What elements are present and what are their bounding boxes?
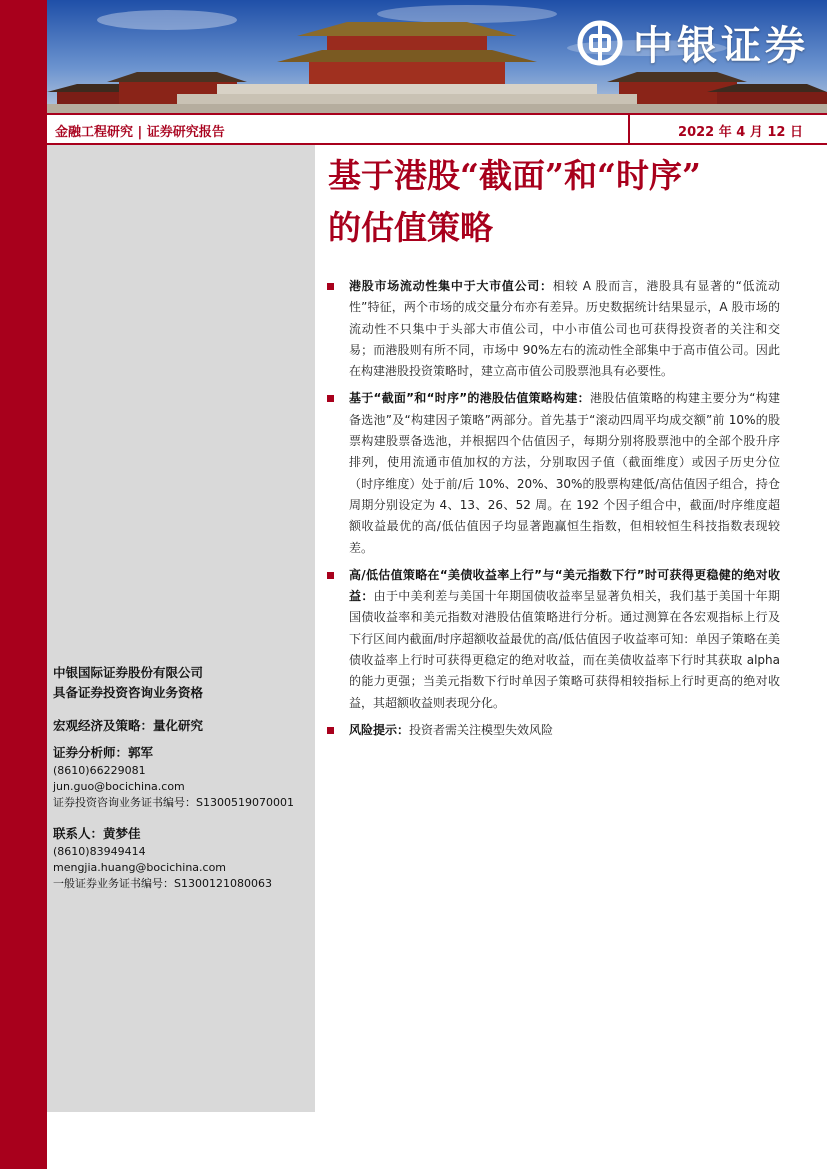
left-accent-bar [0, 0, 47, 1169]
bullet-macro [327, 565, 780, 714]
report-category: 金融工程研究 | 证券研究报告 [55, 125, 225, 140]
contact-email: mengjia.huang@bocichina.com [53, 861, 227, 874]
analyst-title: 证券分析师：郭军 [53, 745, 154, 760]
contact-block [53, 824, 272, 892]
sector-block [53, 716, 203, 736]
header-banner [47, 0, 827, 113]
company-qualification: 具备证券投资咨询业务资格 [53, 685, 204, 700]
analyst-phone: (8610)66229081 [53, 764, 146, 777]
analyst-license: 证券投资咨询业务证书编号：S1300519070001 [53, 796, 294, 809]
contact-phone: (8610)83949414 [53, 845, 146, 858]
header-divider [628, 115, 630, 143]
bullet-square-icon [327, 395, 334, 402]
brand-name: 中银证券 [633, 22, 809, 69]
analyst-block [53, 743, 294, 811]
bullet-head: 基于“截面”和“时序”的港股估值策略构建： [349, 391, 590, 406]
brand-logo [577, 14, 809, 71]
company-block [53, 663, 203, 703]
contact-license: 一般证券业务证书编号：S1300121080063 [53, 877, 272, 890]
boc-logo-icon [577, 20, 623, 66]
bullet-square-icon [327, 283, 334, 290]
sidebar [47, 145, 315, 1112]
report-header-bar [47, 113, 827, 145]
sector-label: 宏观经济及策略：量化研究 [53, 718, 204, 733]
bullet-head: 高/低估值策略在“美债收益率上行”与“美元指数下行”时可获得更稳健的绝对收益： [349, 567, 780, 604]
bullet-body: 投资者需关注模型失效风险 [409, 722, 554, 737]
bullet-body: 相较 A 股而言，港股具有显著的“低流动性”特征，两个市场的成交量分布亦有差异。历史数据统计结果显示，A 股市场的流动性不只集中于头部大市值公司，中小市值公司也可获得投资者的关注和交易；而港股则有所不同，市场中 90%左右的流动性全部集中于高市值公司。因此在构建港股投资策略时，建立高市值公司股票池具有必要性。 [349, 279, 780, 379]
bullet-square-icon [327, 572, 334, 579]
bullet-head: 风险提示： [349, 722, 410, 737]
analyst-email: jun.guo@bocichina.com [53, 780, 185, 793]
bullet-body: 港股估值策略的构建主要分为“构建备选池”及“构建因子策略”两部分。首先基于“滚动四周平均成交额”前 10%的股票构建股票备选池，并根据四个估值因子，每期分别将股票池中的全部个股升序排列，使用流通市值加权的方法，分别取因子值（截面维度）或因子历史分位（时序维度）处于前/后 10%、20%、30%的股票构建低/高估值因子组合，持仓周期分别设定为 4、13、26、52 周。在 192 个因子组合中，截面/时序维度超额收益最优的高/低估值因子均显著跑赢恒生指数，但相较恒生科技指数表现较差。 [349, 391, 780, 555]
report-title [328, 150, 808, 254]
title-line-2: 的估值策略 [328, 208, 493, 247]
bullet-body: 由于中美利差与美国十年期国债收益率呈显著负相关，我们基于美国十年期国债收益率和美元指数对港股估值策略进行分析。通过测算在各宏观指标上行及下行区间内截面/时序超额收益最优的高/低估值因子收益率可知：单因子策略在美债收益率上行时可获得更稳定的绝对收益，而在美债收益率下行时其获取 alpha 的能力更强；当美元指数下行时单因子策略可获得相较指标上行时更高的绝对收益，其超额收益则表现分化。 [349, 589, 780, 710]
report-date: 2022 年 4 月 12 日 [678, 125, 803, 140]
contact-title: 联系人：黄梦佳 [53, 826, 141, 841]
bullet-strategy [327, 388, 780, 558]
bullet-square-icon [327, 727, 334, 734]
bullet-liquidity [327, 276, 780, 382]
summary-bullets [327, 276, 780, 747]
title-line-1: 基于港股“截面”和“时序” [328, 156, 701, 195]
bullet-head: 港股市场流动性集中于大市值公司： [349, 279, 553, 293]
company-name: 中银国际证券股份有限公司 [53, 665, 204, 680]
bullet-risk [327, 720, 780, 741]
